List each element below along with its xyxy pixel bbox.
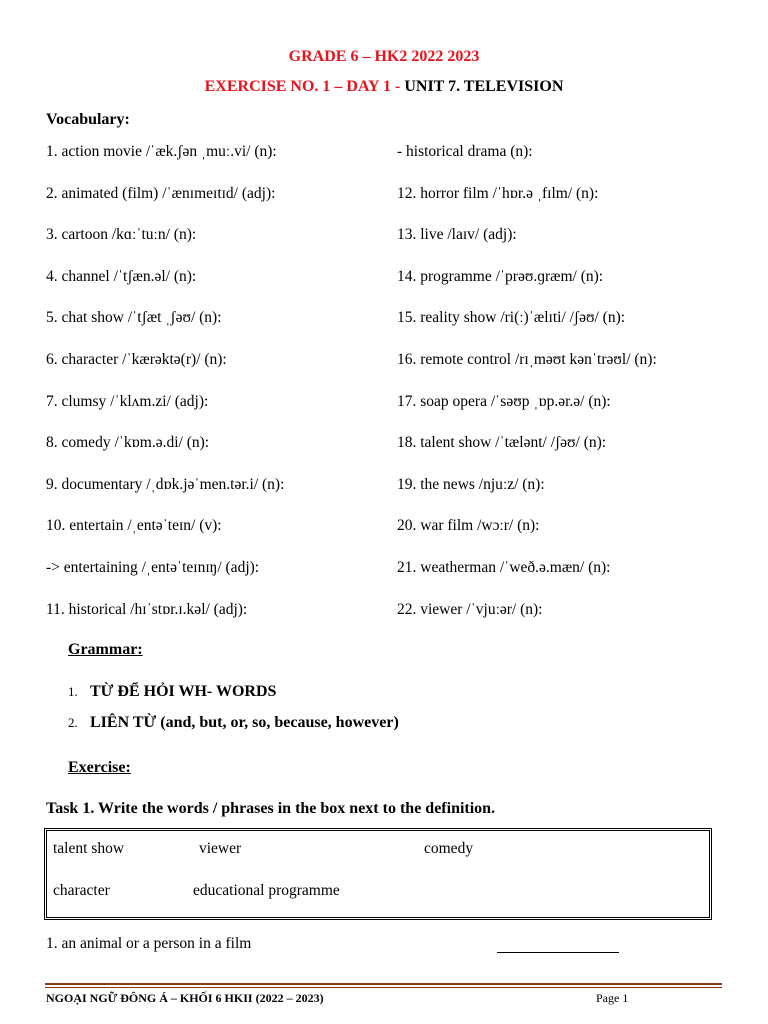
vocab-item: 15. reality show /ri(ː)ˈælɪti/ /ʃəʊ/ (n):: [397, 309, 626, 327]
vocab-item: 3. cartoon /kɑːˈtuːn/ (n):: [46, 226, 197, 244]
vocab-item: 22. viewer /ˈvjuːər/ (n):: [397, 600, 543, 618]
title-exercise: [0, 78, 768, 96]
word-box-item: talent show: [53, 840, 125, 857]
grammar-item-text: LIÊN TỪ (and, but, or, so, because, however): [90, 714, 399, 731]
grammar-item: [68, 714, 399, 732]
word-box-item: educational programme: [193, 882, 340, 899]
vocab-item: -> entertaining /ˌentəˈteɪnɪŋ/ (adj):: [46, 558, 260, 576]
vocab-item: 1. action movie /ˈæk.ʃən ˌmuː.vi/ (n):: [46, 143, 277, 160]
vocab-item: 9. documentary /ˌdɒk.jəˈmen.tər.i/ (n):: [46, 475, 285, 493]
vocab-item: 11. historical /hɪˈstɒr.ɪ.kəl/ (adj):: [46, 600, 248, 618]
vocab-item: 21. weatherman /ˈweð.ə.mæn/ (n):: [397, 558, 611, 576]
vocabulary-right-column: [397, 142, 737, 641]
exercise-heading: Exercise:: [68, 759, 131, 776]
vocab-item: 6. character /ˈkærəktə(r)/ (n):: [46, 350, 227, 368]
grammar-item-text: TỪ ĐỂ HỎI WH- WORDS: [90, 683, 277, 700]
word-box: [44, 828, 712, 920]
grammar-heading: Grammar:: [68, 641, 143, 658]
vocab-item: 19. the news /njuːz/ (n):: [397, 475, 545, 493]
vocab-item: 20. war film /wɔːr/ (n):: [397, 517, 540, 535]
vocabulary-heading: Vocabulary:: [46, 111, 130, 128]
grammar-item-number: 1.: [68, 684, 78, 699]
footer-divider: [45, 983, 722, 985]
vocab-item: 8. comedy /ˈkɒm.ə.di/ (n):: [46, 434, 210, 452]
word-box-item: viewer: [199, 840, 242, 857]
vocab-item: 17. soap opera /ˈsəʊp ˌɒp.ər.ə/ (n):: [397, 392, 611, 410]
vocabulary-left-column: [46, 142, 386, 641]
vocab-item: 14. programme /ˈprəʊ.ɡræm/ (n):: [397, 267, 604, 285]
question-1: 1. an animal or a person in a film: [46, 935, 252, 952]
answer-blank[interactable]: [497, 952, 619, 953]
vocab-item: - historical drama (n):: [397, 143, 533, 160]
vocab-item: 10. entertain /ˌentəˈteɪn/ (v):: [46, 517, 222, 535]
vocab-item: 2. animated (film) /ˈænɪmeɪtɪd/ (adj):: [46, 184, 276, 202]
grammar-item-number: 2.: [68, 715, 78, 730]
vocab-item: 5. chat show /ˈtʃæt ˌʃəʊ/ (n):: [46, 309, 222, 327]
footer-school: NGOẠI NGỮ ĐÔNG Á – KHỐI 6 HKII (2022 – 2023): [46, 991, 324, 1005]
vocab-item: 7. clumsy /ˈklʌm.zi/ (adj):: [46, 392, 209, 410]
title-grade: GRADE 6 – HK2 2022 2023: [288, 48, 480, 65]
word-box-item: comedy: [424, 840, 474, 857]
task1-instruction: Task 1. Write the words / phrases in the box next to the definition.: [46, 800, 496, 817]
word-box-item: character: [53, 882, 110, 899]
title-unit: UNIT 7. TELEVISION: [404, 78, 564, 95]
grammar-item: [68, 683, 276, 701]
vocab-item: 13. live /laɪv/ (adj):: [397, 226, 517, 244]
vocab-item: 12. horror film /ˈhɒr.ə ˌfɪlm/ (n):: [397, 184, 599, 202]
footer-page-number: Page 1: [596, 991, 629, 1005]
title-exercise-red: EXERCISE NO. 1 – DAY 1 -: [204, 78, 405, 95]
vocab-item: 4. channel /ˈtʃæn.əl/ (n):: [46, 267, 197, 285]
vocab-item: 18. talent show /ˈtælənt/ /ʃəʊ/ (n):: [397, 434, 607, 452]
footer-divider-thin: [45, 987, 722, 988]
vocab-item: 16. remote control /rɪˌməʊt kənˈtrəʊl/ (n):: [397, 350, 657, 368]
